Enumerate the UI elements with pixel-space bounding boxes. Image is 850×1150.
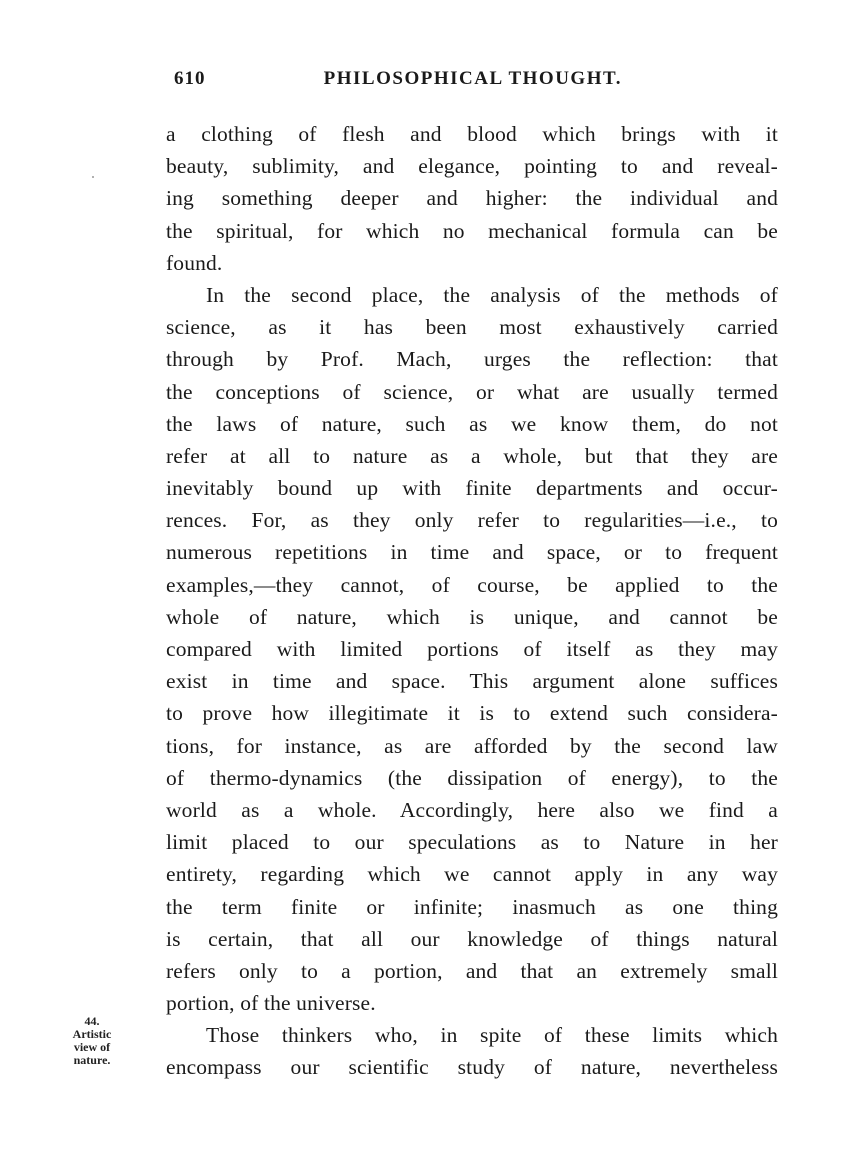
text-line: encompass our scientific study of nature, nevertheless: [166, 1055, 778, 1080]
text-line: whole of nature, which is unique, and cannot be: [166, 604, 778, 629]
text-line: world as a whole. Accordingly, here also we find a: [166, 797, 778, 822]
text-line: In the second place, the analysis of the methods of: [206, 282, 778, 307]
text-line: the spiritual, for which no mechanical formula can be: [166, 218, 778, 243]
text-line: a clothing of flesh and blood which brings with it: [166, 122, 778, 146]
text-line: beauty, sublimity, and elegance, pointing to and reveal-: [166, 154, 778, 179]
margin-note-line: nature.: [73, 1053, 111, 1067]
paragraph-2: [166, 279, 778, 1019]
text-line: the laws of nature, such as we know them, do not: [166, 411, 778, 436]
text-line: the conceptions of science, or what are usually termed: [166, 379, 778, 404]
text-line: exist in time and space. This argument alone suffices: [166, 669, 778, 694]
text-line: Those thinkers who, in spite of these limits which: [206, 1023, 778, 1048]
scan-speck: [92, 176, 94, 178]
text-line: entirety, regarding which we cannot apply in any way: [166, 862, 778, 887]
text-line: ing something deeper and higher: the individual and: [166, 186, 778, 211]
text-line: found.: [166, 250, 223, 275]
text-line: refers only to a portion, and that an extremely small: [166, 958, 778, 983]
text-line: limit placed to our speculations as to Nature in her: [166, 830, 778, 855]
text-line: refer at all to nature as a whole, but that they are: [166, 443, 778, 468]
margin-note-line: Artistic: [72, 1027, 112, 1041]
text-line: rences. For, as they only refer to regularities—i.e., to: [166, 508, 778, 533]
running-head: PHILOSOPHICAL THOUGHT.: [323, 68, 622, 89]
paragraph-3: [166, 1019, 778, 1083]
text-line: inevitably bound up with finite departments and occur-: [166, 476, 778, 501]
text-line: numerous repetitions in time and space, or to frequent: [166, 540, 778, 565]
text-line: the term finite or infinite; inasmuch as one thing: [166, 894, 778, 919]
margin-note: [56, 1015, 128, 1067]
margin-note-number: 44.: [84, 1014, 100, 1028]
text-line: portion, of the universe.: [166, 991, 376, 1016]
margin-note-line: view of: [73, 1040, 111, 1054]
text-line: science, as it has been most exhaustively carried: [166, 315, 778, 340]
text-line: tions, for instance, as are afforded by the second law: [166, 733, 778, 758]
paragraph-1: [166, 118, 778, 279]
text-line: is certain, that all our knowledge of things natural: [166, 926, 778, 951]
body-text: [166, 118, 778, 1084]
text-line: examples,—they cannot, of course, be applied to the: [166, 572, 778, 597]
page-number: 610: [174, 68, 206, 89]
text-line: of thermo-dynamics (the dissipation of energy), to the: [166, 765, 778, 790]
page-header: [174, 64, 622, 94]
text-line: through by Prof. Mach, urges the reflection: that: [166, 347, 778, 372]
text-line: compared with limited portions of itself as they may: [166, 637, 778, 661]
text-line: to prove how illegitimate it is to extend such considera-: [166, 701, 778, 726]
